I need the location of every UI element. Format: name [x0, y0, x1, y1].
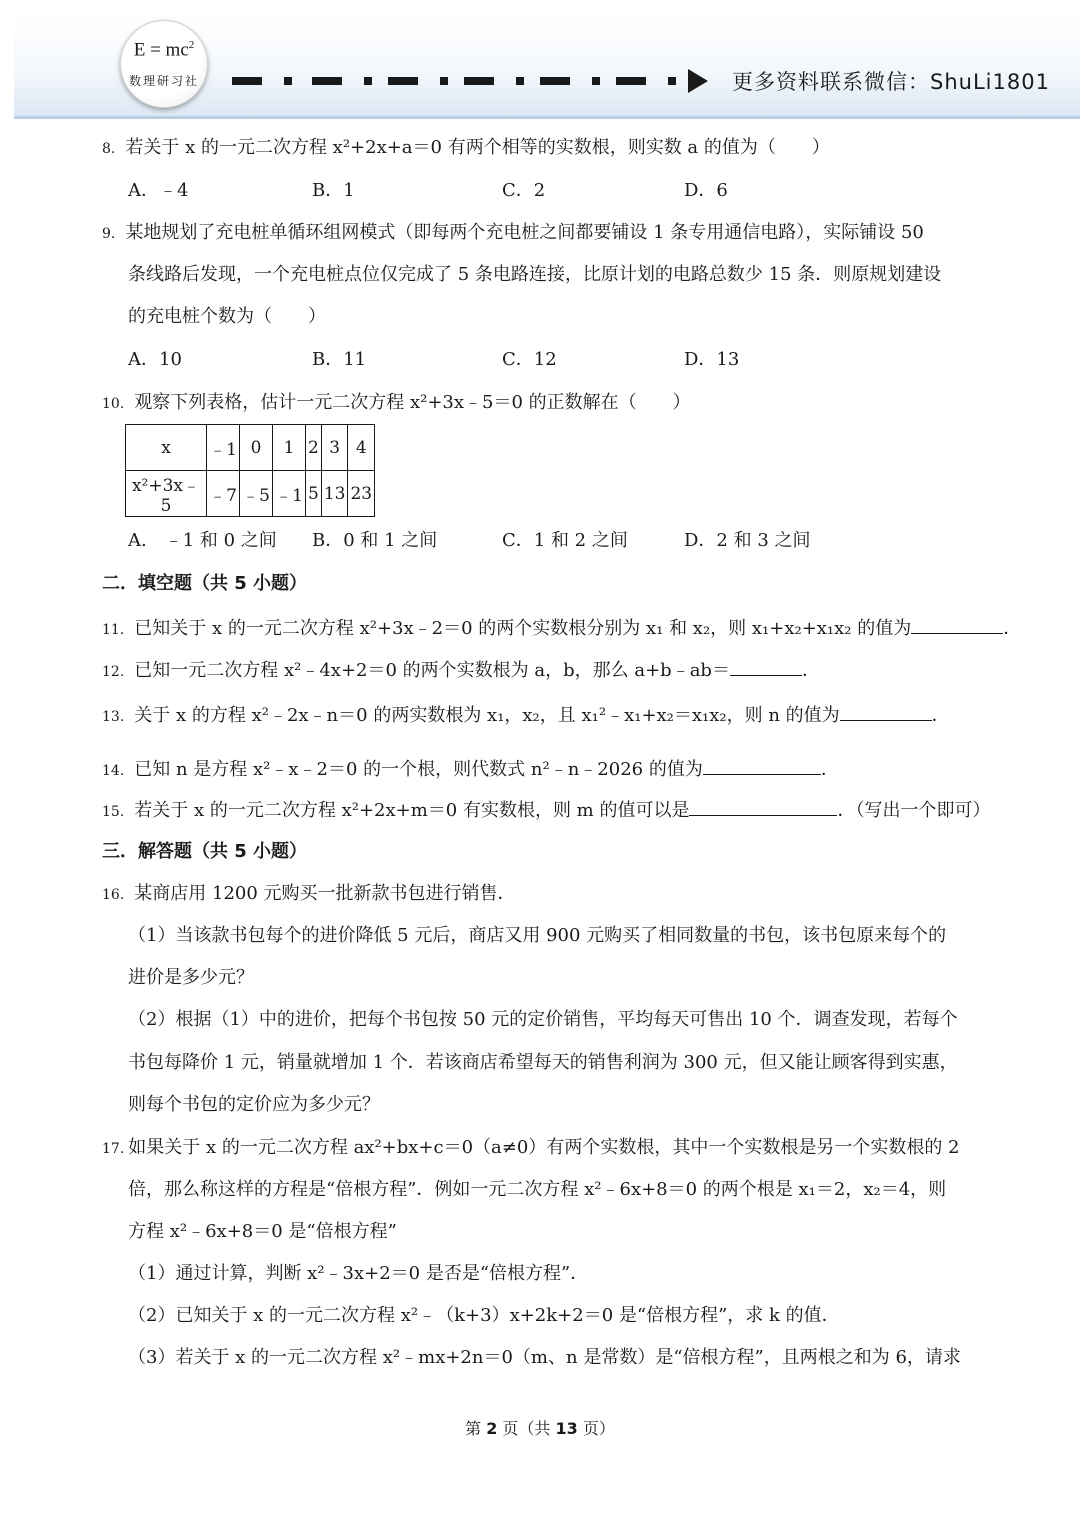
question-9-line-2: 条线路后发现，一个充电桩点位仅完成了 5 条电路连接，比原计划的电路总数少 15 条．则原规划建设 [128, 264, 942, 285]
question-17-line-2: 倍，那么称这样的方程是“倍根方程”．例如一元二次方程 x²﹣6x+8＝0 的两个根是 x₁＝2，x₂＝4，则 [128, 1179, 947, 1200]
q16-part-2-line-3: 则每个书包的定价应为多少元？ [128, 1094, 380, 1115]
answer-blank[interactable] [840, 702, 932, 721]
question-17: 17. 如果关于 x 的一元二次方程 ax²+bx+c＝0（a≠0）有两个实数根，其中一个实数根是另一个实数根的 2 [102, 1137, 960, 1158]
q10-option-a: A. ﹣1 和 0 之间 [128, 530, 277, 551]
q10-option-d: D．2 和 3 之间 [684, 530, 811, 551]
q9-option-b: B．11 [312, 349, 367, 370]
table-cell: ﹣1 [207, 425, 240, 471]
q16-part-2-line-2: 书包每降价 1 元，销量就增加 1 个．若该商店希望每天的销售利润为 300 元，但又能让顾客得到实惠， [128, 1052, 958, 1073]
q8-option-a: A．﹣4 [128, 180, 189, 201]
q17-part-2: （2）已知关于 x 的一元二次方程 x²﹣（k+3）x+2k+2＝0 是“倍根方程”，求 k 的值． [128, 1305, 840, 1326]
question-14: 14. 已知 n 是方程 x²﹣x﹣2＝0 的一个根，则代数式 n²﹣n﹣2026 的值为 ． [102, 756, 839, 783]
logo-badge [120, 20, 208, 108]
page-total: 13 [555, 1419, 578, 1438]
table-cell: 3 [321, 425, 348, 471]
table-row [126, 471, 375, 517]
table-cell: ﹣7 [207, 471, 240, 517]
question-9-line-3: 的充电桩个数为（ ） [128, 306, 326, 327]
q16-part-1: （1）当该款书包每个的进价降低 5 元后，商店又用 900 元购买了相同数量的书包，该书包原来每个的 [128, 925, 947, 946]
table-cell: 5 [306, 471, 322, 517]
q10-option-c: C．1 和 2 之间 [502, 530, 628, 551]
q17-part-1: （1）通过计算，判断 x²﹣3x+2＝0 是否是“倍根方程”． [128, 1263, 589, 1284]
header-dash-line [232, 77, 680, 85]
table-cell: 0 [240, 425, 273, 471]
q17-part-3: （3）若关于 x 的一元二次方程 x²﹣mx+2n＝0（m、n 是常数）是“倍根方程”，且两根之和为 6，请求 [128, 1347, 961, 1368]
q9-option-d: D．13 [684, 349, 740, 370]
table-cell: 1 [273, 425, 306, 471]
question-11: 11. 已知关于 x 的一元二次方程 x²+3x﹣2＝0 的两个实数根分别为 x₁ 和 x₂，则 x₁+x₂+x₁x₂ 的值为 ． [102, 615, 1021, 642]
table-cell: ﹣5 [240, 471, 273, 517]
answer-blank[interactable] [730, 657, 802, 676]
answer-blank[interactable] [689, 797, 837, 816]
question-16: 16. 某商店用 1200 元购买一批新款书包进行销售． [102, 883, 516, 904]
table-row [126, 425, 375, 471]
q16-part-2: （2）根据（1）中的进价，把每个书包按 50 元的定价销售，平均每天可售出 10 个．调查发现，若每个 [128, 1009, 958, 1030]
question-13: 13. 关于 x 的方程 x²﹣2x﹣n＝0 的两实数根为 x₁，x₂，且 x₁²﹣x₁+x₂＝x₁x₂，则 n 的值为 ． [102, 702, 950, 729]
q9-option-c: C．12 [502, 349, 557, 370]
q8-option-d: D．6 [684, 180, 728, 201]
q8-option-b: B．1 [312, 180, 355, 201]
table-cell: 23 [348, 471, 375, 517]
answer-blank[interactable] [703, 756, 821, 775]
answer-blank[interactable] [911, 615, 1003, 634]
value-table [125, 424, 375, 517]
question-10: 10. 观察下列表格，估计一元二次方程 x²+3x﹣5＝0 的正数解在（ ） [102, 392, 691, 413]
table-cell: x [126, 425, 207, 471]
section-heading-fill: 二．填空题（共 5 小题） [102, 573, 308, 594]
header-contact: 更多资料联系微信：ShuLi1801 [732, 70, 1050, 94]
q9-option-a: A．10 [128, 349, 182, 370]
question-8: 8. 若关于 x 的一元二次方程 x²+2x+a＝0 有两个相等的实数根，则实数 a 的值为（ ） [102, 137, 830, 158]
question-15: 15. 若关于 x 的一元二次方程 x²+2x+m＝0 有实数根，则 m 的值可以是 ．（写出一个即可） [102, 797, 990, 824]
table-cell: 4 [348, 425, 375, 471]
logo-formula: $E = mc^2$ [133, 39, 195, 61]
section-heading-solve: 三．解答题（共 5 小题） [102, 841, 308, 862]
q8-option-c: C．2 [502, 180, 546, 201]
question-12: 12. 已知一元二次方程 x²﹣4x+2＝0 的两个实数根为 a，b，那么 a+b﹣ab＝ ． [102, 657, 820, 684]
table-cell: 13 [321, 471, 348, 517]
page-number: 2 [486, 1419, 498, 1438]
logo-name: 数理研习社 [128, 74, 199, 88]
table-cell: x²+3x﹣5 [126, 471, 207, 517]
question-9: 9. 某地规划了充电桩单循环组网模式（即每两个充电桩之间都要铺设 1 条专用通信电路），实际铺设 50 [102, 222, 924, 243]
table-cell: 2 [306, 425, 322, 471]
page-footer: 第 2 页（共 13 页） [465, 1419, 615, 1438]
table-cell: ﹣1 [273, 471, 306, 517]
q10-option-b: B．0 和 1 之间 [312, 530, 438, 551]
question-17-line-3: 方程 x²﹣6x+8＝0 是“倍根方程” [128, 1221, 397, 1242]
arrow-right-icon [688, 69, 708, 93]
q16-part-1-line-2: 进价是多少元？ [128, 967, 254, 988]
